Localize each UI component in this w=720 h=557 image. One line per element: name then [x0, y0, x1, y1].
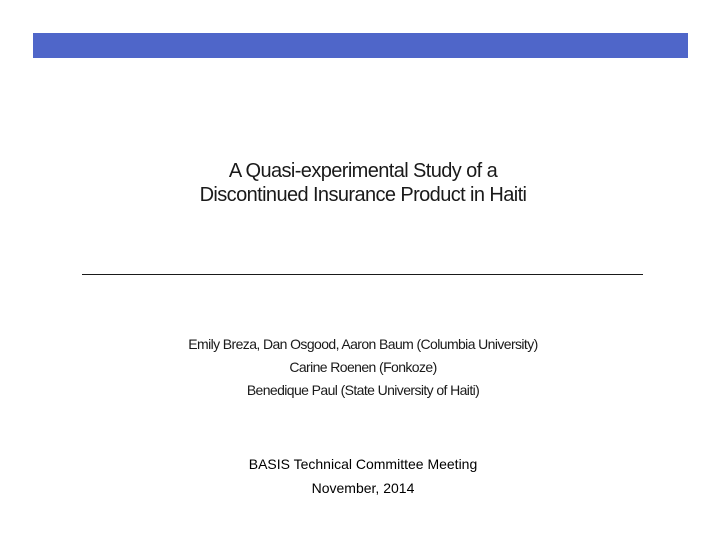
header-accent-bar: [33, 33, 688, 58]
meeting-info: [0, 452, 720, 500]
author-line-2: Carine Roenen (Fonkoze): [289, 359, 437, 375]
title-line-2: Discontinued Insurance Product in Haiti: [199, 184, 527, 206]
event-name: BASIS Technical Committee Meeting: [248, 456, 478, 472]
author-line-3: Benedique Paul (State University of Haiti): [246, 382, 480, 398]
event-date: November, 2014: [311, 480, 415, 496]
title-line-1: A Quasi-experimental Study of a: [228, 160, 498, 182]
title-divider: [82, 274, 643, 275]
author-line-1: Emily Breza, Dan Osgood, Aaron Baum (Columbia University): [188, 336, 538, 352]
slide-title: [0, 159, 720, 207]
author-list: [0, 333, 720, 402]
